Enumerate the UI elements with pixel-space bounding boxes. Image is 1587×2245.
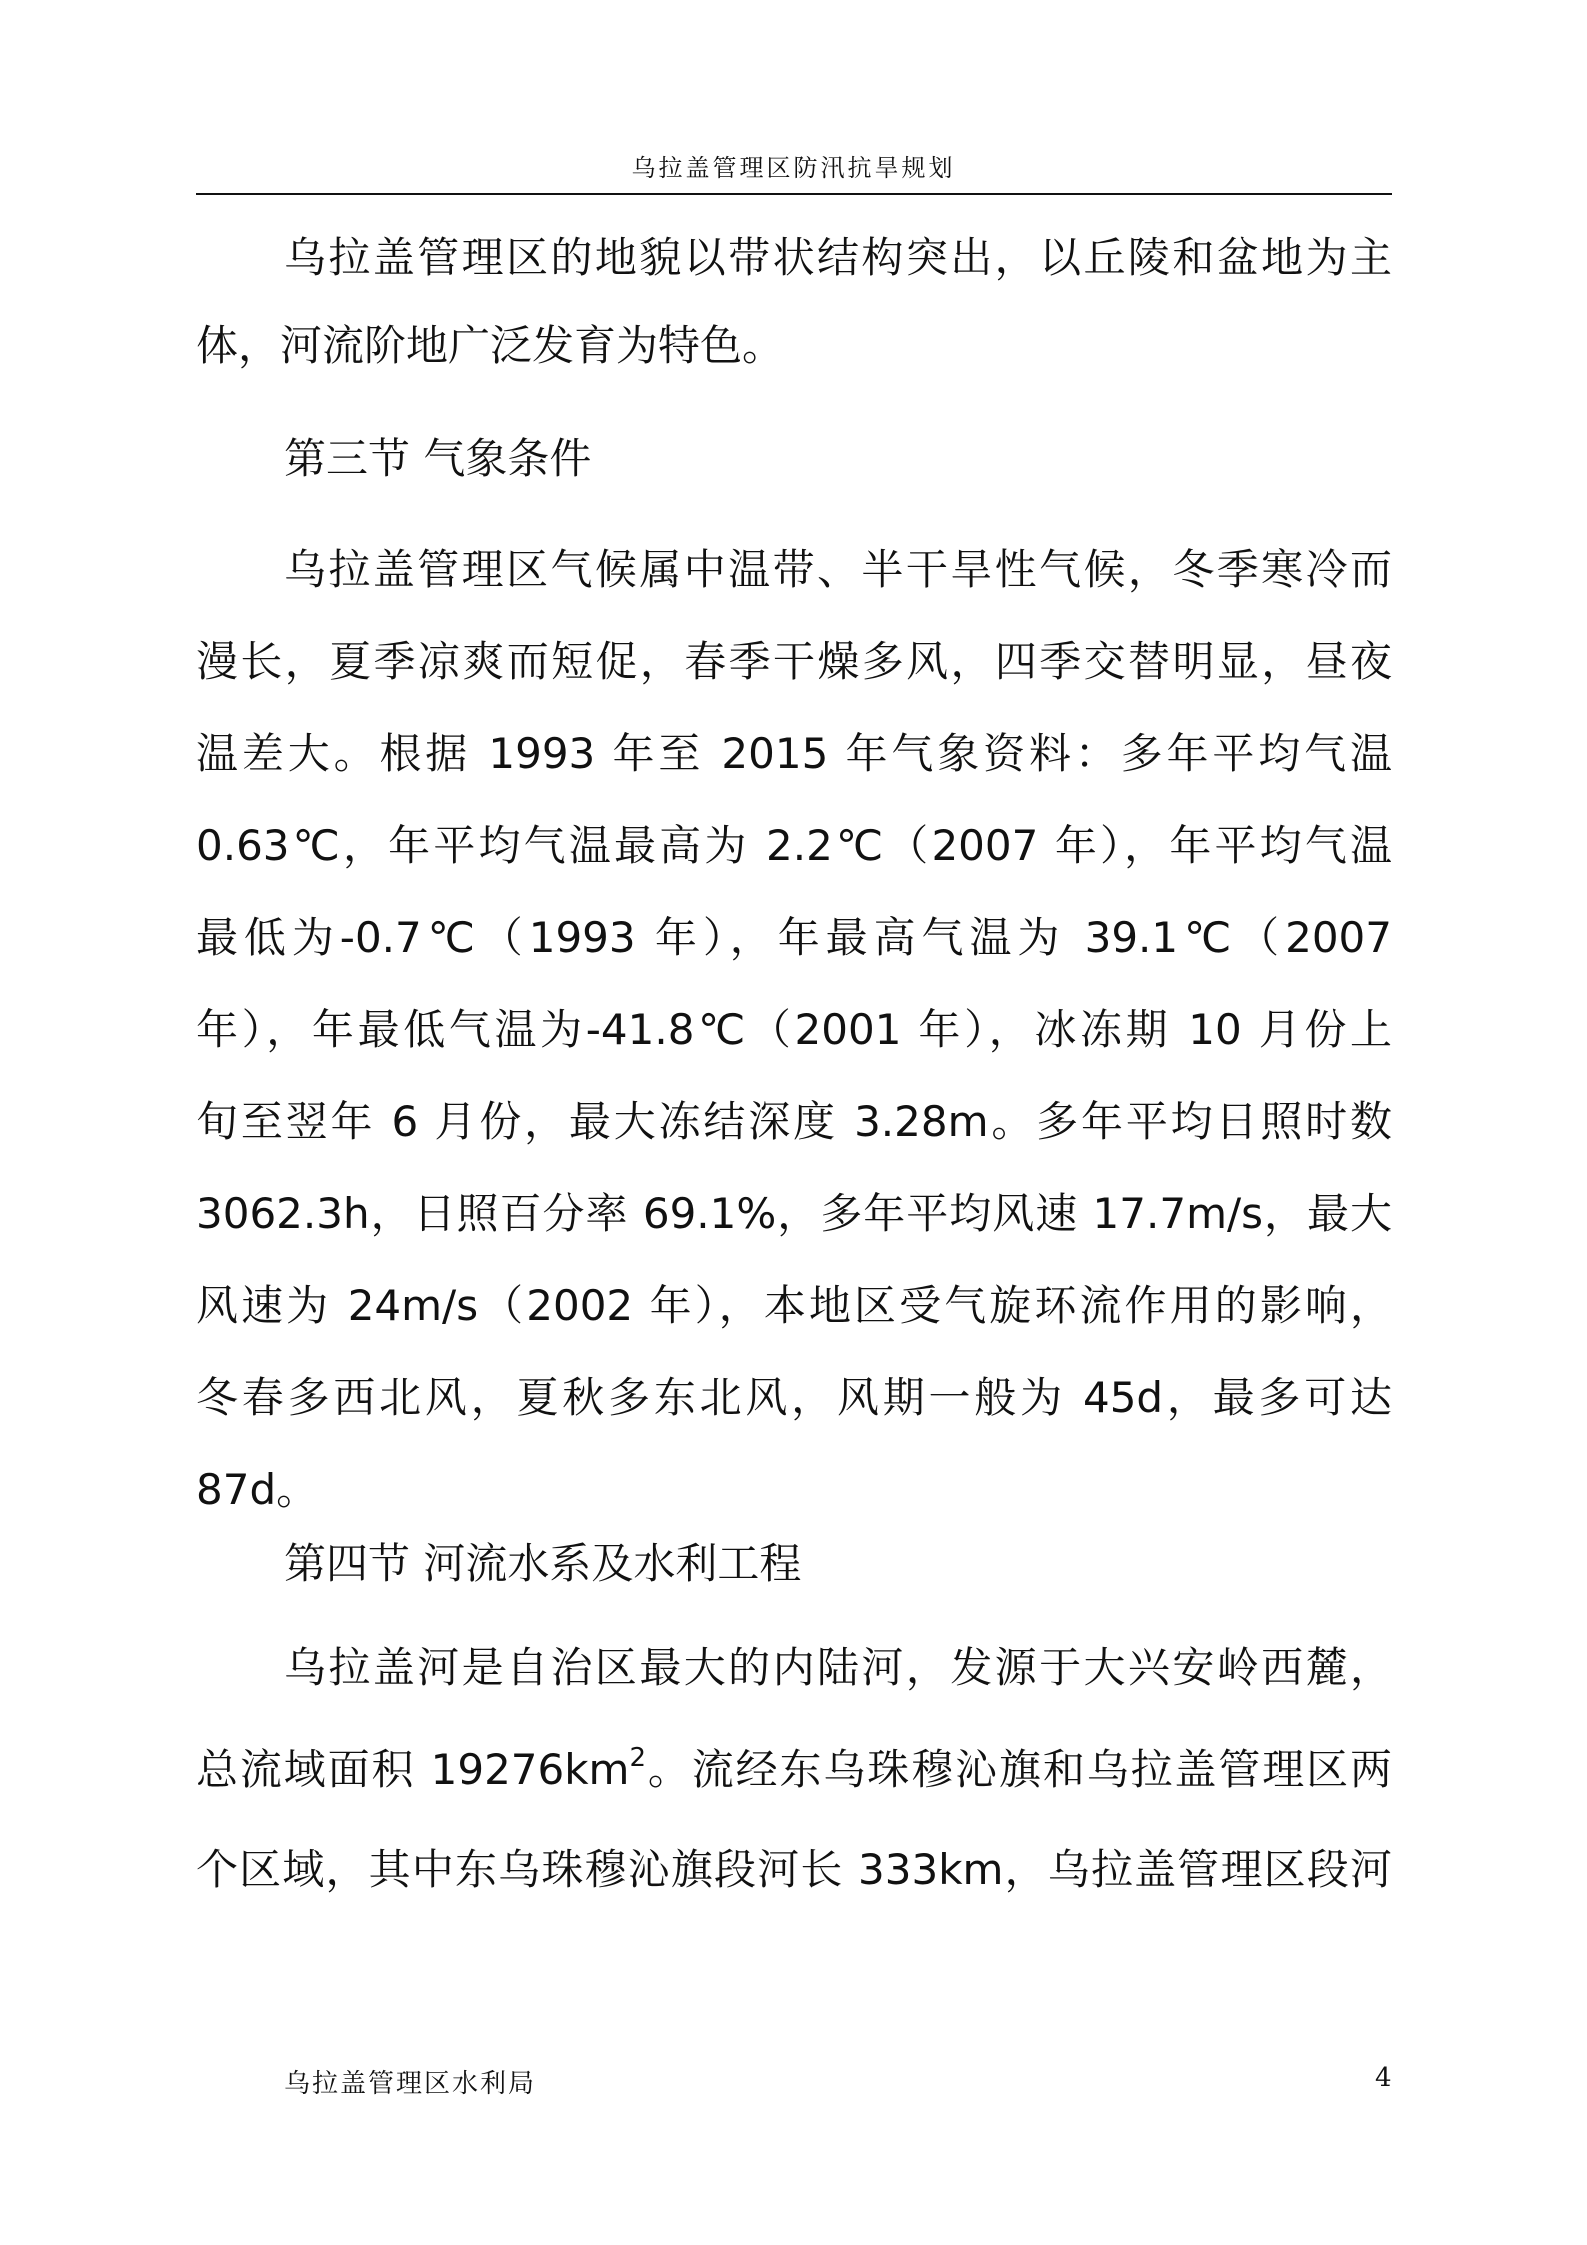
header-title: 乌拉盖管理区防汛抗旱规划 [631,154,956,182]
text-segment: 总流域面积 19276km [196,1745,630,1794]
superscript: 2 [629,1743,647,1773]
paragraph-line: 个区域，其中东乌珠穆沁旗段河长 333km，乌拉盖管理区段河 [196,1845,1392,1894]
paragraph-line: 乌拉盖管理区的地貌以带状结构突出，以丘陵和盆地为主 [284,233,1392,282]
paragraph-line: 0.63℃，年平均气温最高为 2.2℃（2007 年），年平均气温 [196,821,1392,870]
paragraph-line: 冬春多西北风，夏秋多东北风，风期一般为 45d，最多可达 [196,1373,1392,1422]
paragraph-line: 87d。 [196,1465,319,1514]
section-heading-3: 第三节 气象条件 [284,434,592,483]
section-heading-4: 第四节 河流水系及水利工程 [284,1539,802,1588]
page-number: 4 [1375,2063,1392,2093]
paragraph-line: 漫长，夏季凉爽而短促，春季干燥多风，四季交替明显，昼夜 [196,637,1392,686]
paragraph-line: 年），年最低气温为-41.8℃（2001 年），冰冻期 10 月份上 [196,1005,1392,1054]
paragraph-line: 温差大。根据 1993 年至 2015 年气象资料：多年平均气温 [196,729,1392,778]
paragraph-line: 体，河流阶地广泛发育为特色。 [196,321,785,370]
header-divider [196,193,1392,195]
paragraph-line: 乌拉盖管理区气候属中温带、半干旱性气候，冬季寒冷而 [284,545,1392,594]
footer-organization: 乌拉盖管理区水利局 [284,2069,537,2099]
paragraph-line-with-superscript [196,1743,1392,1794]
paragraph-line: 风速为 24m/s（2002 年），本地区受气旋环流作用的影响， [196,1281,1392,1330]
text-segment: 。流经东乌珠穆沁旗和乌拉盖管理区两 [646,1745,1392,1794]
paragraph-line: 3062.3h，日照百分率 69.1%，多年平均风速 17.7m/s，最大 [196,1189,1392,1238]
paragraph-line: 旬至翌年 6 月份，最大冻结深度 3.28m。多年平均日照时数 [196,1097,1392,1146]
paragraph-line: 最低为-0.7℃（1993 年），年最高气温为 39.1℃（2007 [196,913,1392,962]
paragraph-line: 乌拉盖河是自治区最大的内陆河，发源于大兴安岭西麓， [284,1643,1392,1692]
